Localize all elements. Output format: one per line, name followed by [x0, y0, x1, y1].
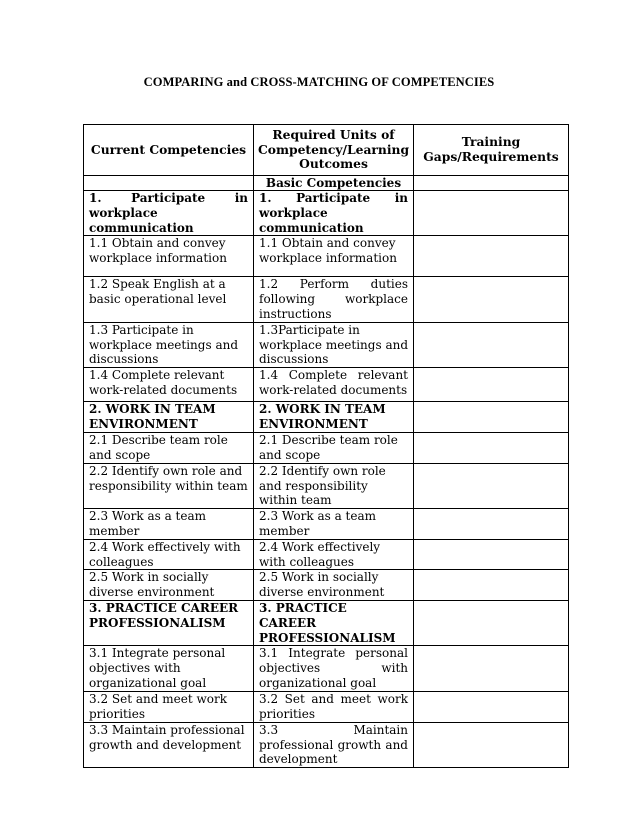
header-required-units: Required Units of Competency/Learning Outcomes [254, 125, 414, 176]
gap-cell [414, 432, 569, 463]
table-row [84, 691, 569, 722]
current-cell: 3. PRACTICE CAREER PROFESSIONALISM [84, 600, 254, 645]
header-training-gaps: Training Gaps/Requirements [414, 125, 569, 176]
section-label: Basic Competencies [254, 176, 414, 191]
current-cell: 3.2 Set and meet work priorities [84, 691, 254, 722]
gap-cell [414, 368, 569, 402]
current-cell: 1. Participate in workplace communication [84, 191, 254, 236]
current-cell: 2.1 Describe team role and scope [84, 432, 254, 463]
competency-table [83, 124, 569, 768]
required-cell: 2.5 Work in socially diverse environment [254, 570, 414, 601]
required-cell: 3. PRACTICE CAREER PROFESSIONALISM [254, 600, 414, 645]
table-row [84, 191, 569, 236]
required-cell: 1.1 Obtain and convey workplace information [254, 236, 414, 277]
gap-cell [414, 236, 569, 277]
gap-cell [414, 322, 569, 367]
section-empty-cell [84, 176, 254, 191]
table-row [84, 463, 569, 508]
table-row [84, 646, 569, 691]
required-cell: 2.4 Work effectively with colleagues [254, 539, 414, 570]
required-cell: 1.3Participate in workplace meetings and discussions [254, 322, 414, 367]
required-cell: 2.3 Work as a team member [254, 509, 414, 540]
required-cell: 2.2 Identify own role and responsibility within team [254, 463, 414, 508]
current-cell: 2. WORK IN TEAM ENVIRONMENT [84, 402, 254, 433]
required-cell: 2. WORK IN TEAM ENVIRONMENT [254, 402, 414, 433]
table-row [84, 277, 569, 322]
gap-cell [414, 722, 569, 767]
gap-cell [414, 600, 569, 645]
required-cell: 2.1 Describe team role and scope [254, 432, 414, 463]
current-cell: 1.4 Complete relevant work-related documents [84, 368, 254, 402]
gap-cell [414, 463, 569, 508]
table-row [84, 236, 569, 277]
section-row [84, 176, 569, 191]
current-cell: 1.2 Speak English at a basic operational level [84, 277, 254, 322]
table-row [84, 432, 569, 463]
gap-cell [414, 509, 569, 540]
required-cell: 1. Participate in workplace communication [254, 191, 414, 236]
required-cell: 1.2 Perform duties following workplace instructions [254, 277, 414, 322]
required-cell: 1.4 Complete relevant work-related documents [254, 368, 414, 402]
table-row [84, 539, 569, 570]
gap-cell [414, 277, 569, 322]
header-row [84, 125, 569, 176]
table-row [84, 402, 569, 433]
gap-cell [414, 570, 569, 601]
current-cell: 2.5 Work in socially diverse environment [84, 570, 254, 601]
required-cell: 3.2 Set and meet work priorities [254, 691, 414, 722]
table-row [84, 322, 569, 367]
current-cell: 3.1 Integrate personal objectives with organizational goal [84, 646, 254, 691]
table-row [84, 368, 569, 402]
header-current-competencies: Current Competencies [84, 125, 254, 176]
gap-cell [414, 646, 569, 691]
section-empty-cell [414, 176, 569, 191]
table-row [84, 600, 569, 645]
current-cell: 2.4 Work effectively with colleagues [84, 539, 254, 570]
table-row [84, 722, 569, 767]
gap-cell [414, 539, 569, 570]
current-cell: 2.2 Identify own role and responsibility within team [84, 463, 254, 508]
current-cell: 2.3 Work as a team member [84, 509, 254, 540]
current-cell: 3.3 Maintain professional growth and development [84, 722, 254, 767]
table-row [84, 509, 569, 540]
required-cell: 3.3 Maintain professional growth and development [254, 722, 414, 767]
gap-cell [414, 191, 569, 236]
current-cell: 1.1 Obtain and convey workplace information [84, 236, 254, 277]
gap-cell [414, 691, 569, 722]
table-row [84, 570, 569, 601]
current-cell: 1.3 Participate in workplace meetings and discussions [84, 322, 254, 367]
document-title: COMPARING and CROSS-MATCHING OF COMPETENCIES [143, 75, 495, 89]
required-cell: 3.1 Integrate personal objectives with organizational goal [254, 646, 414, 691]
gap-cell [414, 402, 569, 433]
